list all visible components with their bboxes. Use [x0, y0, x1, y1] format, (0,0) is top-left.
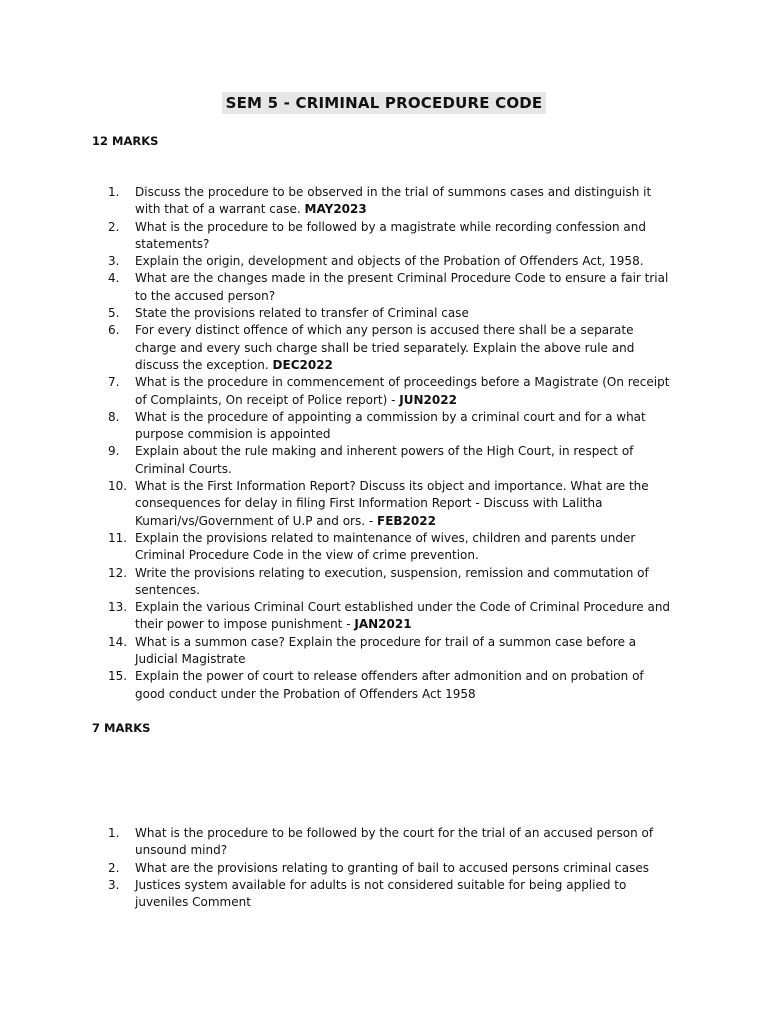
question-item	[92, 860, 674, 877]
question-item	[92, 270, 674, 305]
question-text: What is the procedure of appointing a commission by a criminal court and for a what purpose commision is appointed	[135, 409, 646, 442]
question-text: Explain the power of court to release offenders after admonition and on probation of good conduct under the Probation of Offenders Act 1958	[135, 669, 644, 701]
question-text: For every distinct offence of which any person is accused there shall be a separate charge and every such charge shall be tried separately. Explain the above rule and discuss the exception.	[135, 323, 635, 372]
section-heading-12-marks: 12 MARKS	[92, 134, 159, 148]
question-list-12-marks	[92, 184, 674, 703]
question-number: 11.	[108, 530, 128, 545]
question-number: 1.	[108, 185, 120, 199]
question-text: Explain the provisions related to maintenance of wives, children and parents under Criminal Procedure Code in the view of crime prevention.	[135, 530, 636, 563]
exam-date-tag: MAY2023	[304, 202, 367, 217]
page-title: SEM 5 - CRIMINAL PROCEDURE CODE	[222, 92, 547, 114]
question-number: 10.	[108, 479, 128, 494]
question-number: 13.	[108, 600, 128, 615]
question-number: 12.	[108, 565, 128, 580]
question-text: Explain about the rule making and inherent powers of the High Court, in respect of Criminal Courts.	[135, 444, 634, 476]
question-number: 6.	[108, 323, 120, 338]
question-number: 15.	[108, 669, 128, 684]
question-item	[92, 565, 674, 600]
question-number: 3.	[108, 877, 120, 892]
question-number: 5.	[108, 306, 120, 321]
question-text: Write the provisions relating to execution, suspension, remission and commutation of sentences.	[135, 565, 649, 597]
question-text: Explain the origin, development and objects of the Probation of Offenders Act, 1958.	[135, 254, 644, 269]
question-item	[92, 305, 674, 322]
question-item	[92, 530, 674, 565]
section-heading-7-marks: 7 MARKS	[92, 721, 151, 735]
question-number: 8.	[108, 409, 120, 424]
question-item	[92, 374, 674, 409]
question-number: 9.	[108, 444, 120, 459]
question-number: 2.	[108, 860, 120, 875]
question-item	[92, 184, 674, 219]
question-text: What are the provisions relating to granting of bail to accused persons criminal cases	[135, 860, 649, 875]
question-number: 3.	[108, 254, 120, 269]
question-item	[92, 322, 674, 374]
exam-date-tag: JAN2021	[354, 617, 412, 632]
question-item	[92, 634, 674, 669]
title-wrap	[0, 92, 768, 114]
question-number: 14.	[108, 634, 128, 649]
question-text: What are the changes made in the present Criminal Procedure Code to ensure a fair trial to the accused person?	[135, 271, 669, 303]
question-number: 1.	[108, 826, 120, 840]
question-text: Justices system available for adults is not considered suitable for being applied to juveniles Comment	[135, 877, 627, 910]
question-number: 7.	[108, 375, 120, 390]
question-text: What is the procedure in commencement of proceedings before a Magistrate (On receipt of Complaints, On receipt of Police report) -	[135, 375, 670, 407]
question-item	[92, 825, 674, 860]
question-item	[92, 409, 674, 444]
question-list-7-marks	[92, 825, 674, 911]
exam-date-tag: JUN2022	[399, 392, 457, 407]
question-text: What is a summon case? Explain the procedure for trail of a summon case before a Judicial Magistrate	[135, 634, 637, 667]
question-item	[92, 478, 674, 530]
question-item	[92, 877, 674, 912]
question-item	[92, 599, 674, 634]
exam-date-tag: DEC2022	[272, 357, 333, 372]
question-text: Explain the various Criminal Court established under the Code of Criminal Procedure and their power to impose punishment -	[135, 600, 671, 632]
question-text: What is the First Information Report? Discuss its object and importance. What are the consequences for delay in filing First Information Report - Discuss with Lalitha Kumari/vs/Government of U.P and ors. -	[135, 479, 649, 528]
question-item	[92, 668, 674, 703]
question-item	[92, 253, 674, 270]
question-text: State the provisions related to transfer of Criminal case	[135, 306, 469, 321]
question-text: Discuss the procedure to be observed in the trial of summons cases and distinguish it with that of a warrant case.	[135, 185, 652, 217]
question-item	[92, 443, 674, 478]
question-number: 4.	[108, 271, 120, 286]
exam-date-tag: FEB2022	[377, 513, 436, 528]
question-text: What is the procedure to be followed by a magistrate while recording confession and statements?	[135, 219, 646, 251]
question-number: 2.	[108, 219, 120, 234]
question-text: What is the procedure to be followed by the court for the trial of an accused person of unsound mind?	[135, 826, 654, 858]
question-item	[92, 219, 674, 254]
